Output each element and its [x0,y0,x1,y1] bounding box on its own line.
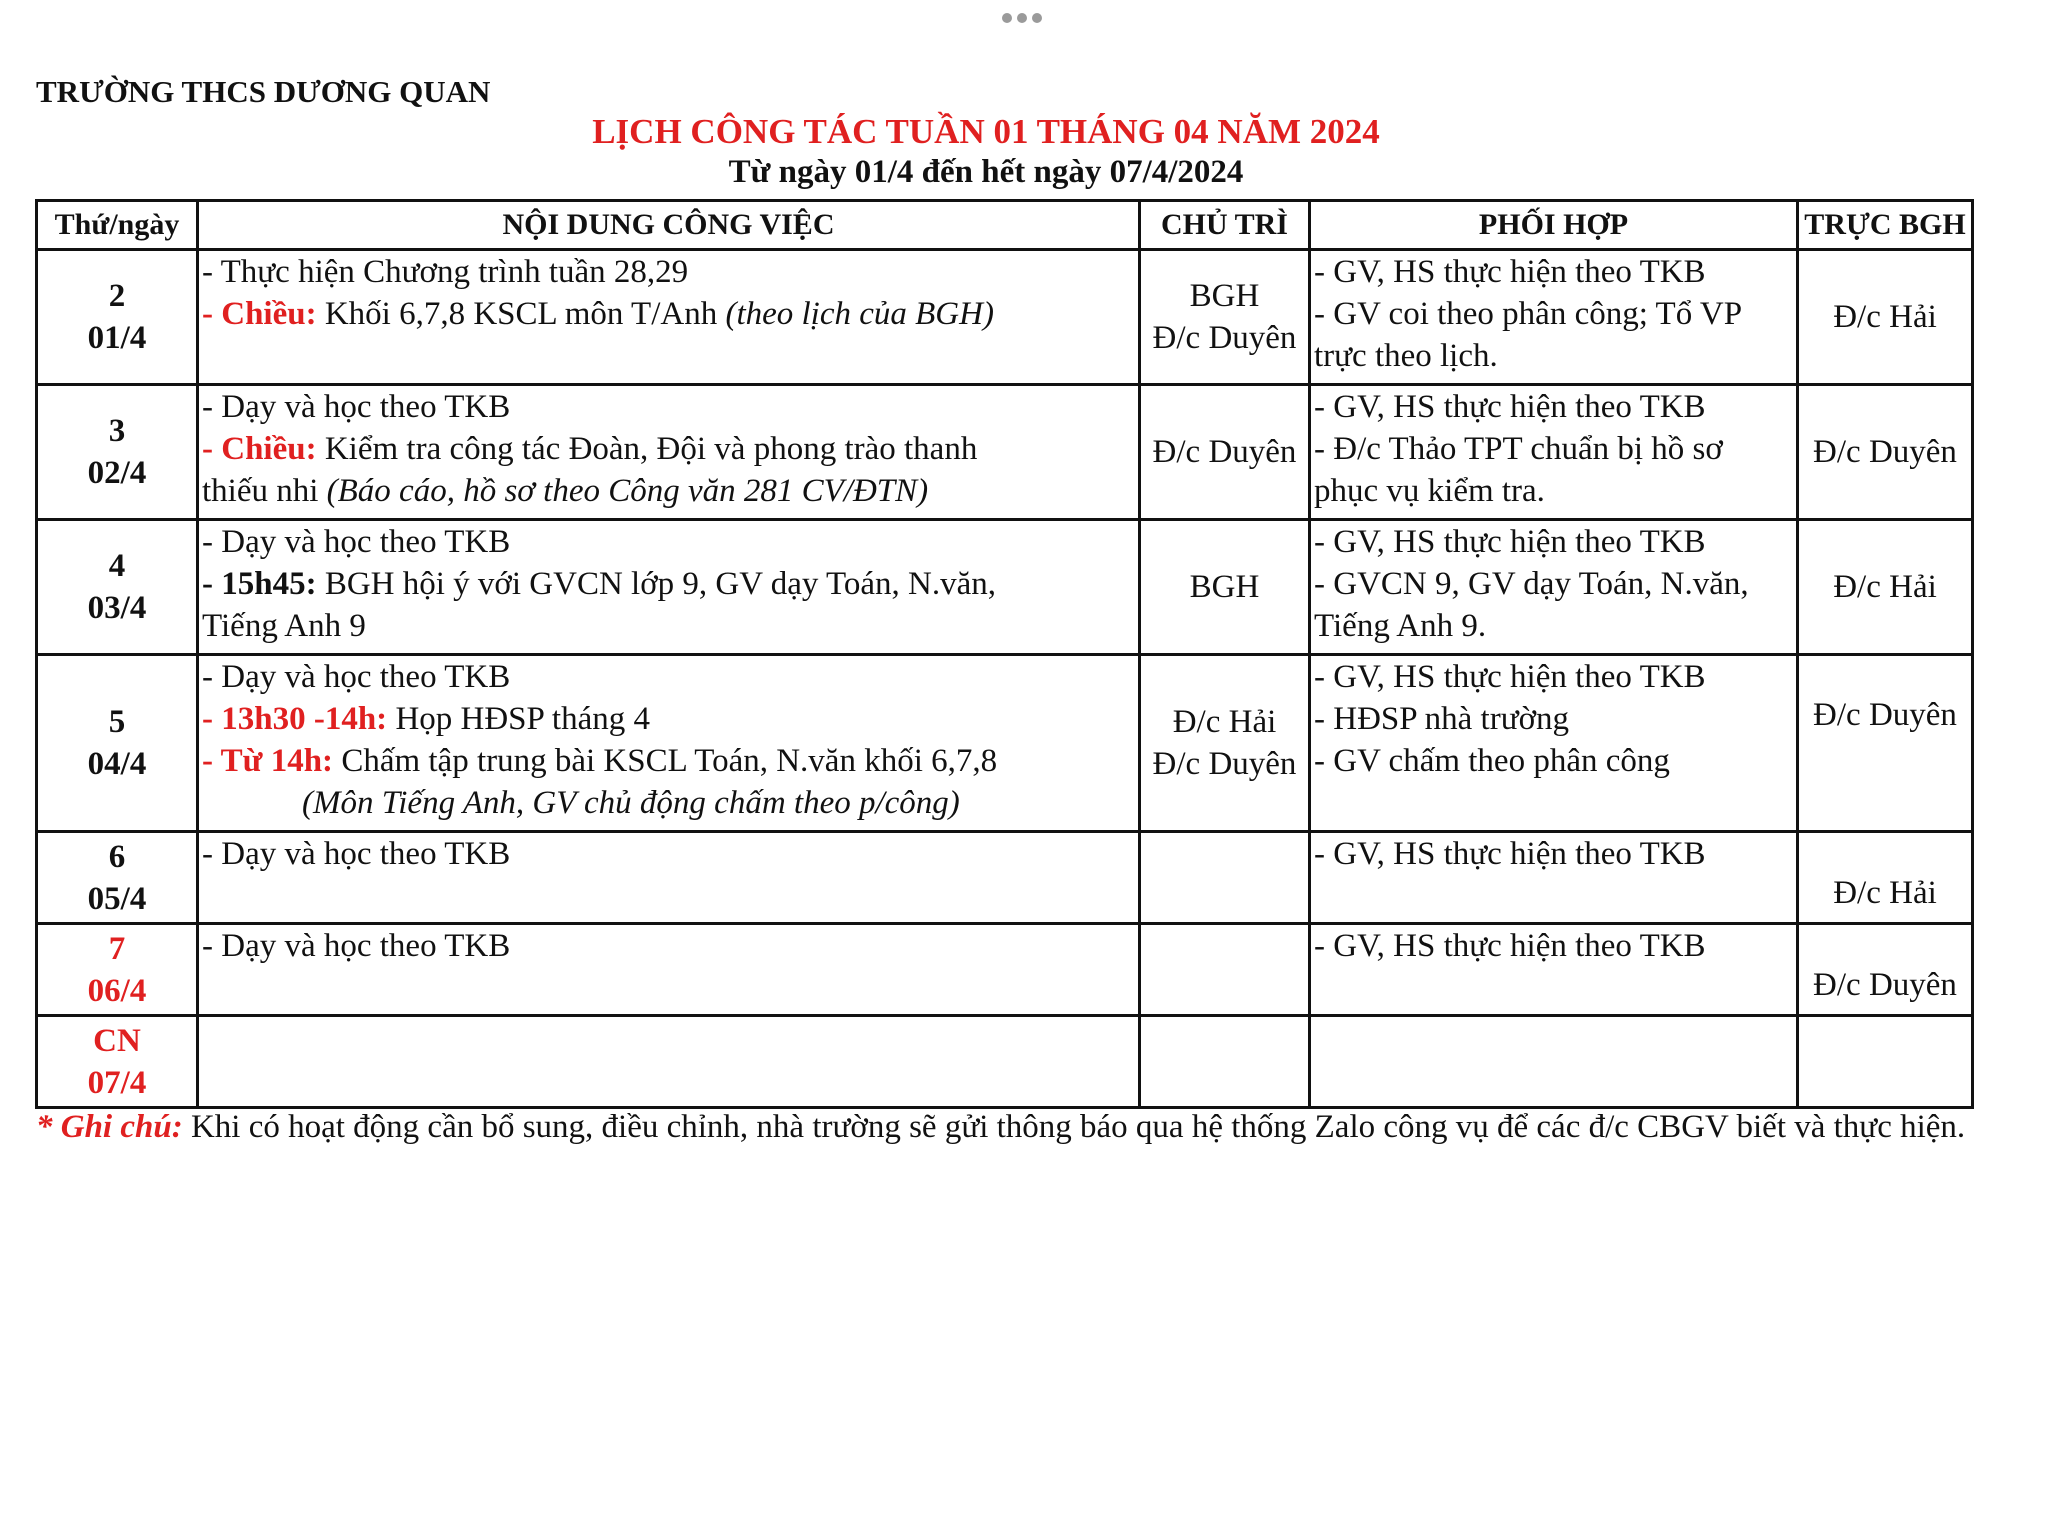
content-line: - Dạy và học theo TKB [202,659,511,695]
chair-cell [1140,250,1310,385]
content-text: BGH hội ý với GVCN lớp 9, GV dạy Toán, N.văn, [316,566,997,602]
content-cell [198,832,1140,924]
support-line: - GV, HS thực hiện theo TKB [1314,836,1706,872]
day-cell [37,250,198,385]
header-content: NỘI DUNG CÔNG VIỆC [198,201,1140,250]
day-number: CN [93,1022,141,1059]
content-line [202,563,1135,605]
content-line: - Thực hiện Chương trình tuần 28,29 [202,254,689,290]
day-cell [37,520,198,655]
day-cell [37,832,198,924]
time-label: - Chiều: [202,431,317,467]
table-row [37,832,1973,924]
dot [1032,13,1042,23]
duty-cell [1798,1016,1973,1108]
support-line: - GV, HS thực hiện theo TKB [1314,928,1706,964]
footnote [36,1106,2026,1148]
content-line: - Dạy và học theo TKB [202,524,511,560]
support-line: - GVCN 9, GV dạy Toán, N.văn, Tiếng Anh 9. [1314,566,1749,644]
content-cell [198,1016,1140,1108]
chair-cell: BGH [1140,520,1310,655]
content-line [202,740,1135,782]
content-text: Họp HĐSP tháng 4 [387,701,650,737]
day-date: 03/4 [87,590,147,626]
chair-name: BGH [1189,278,1260,314]
support-cell [1310,1016,1798,1108]
day-number: 3 [108,413,126,449]
header-duty: TRỰC BGH [1798,201,1973,250]
chair-name: Đ/c Duyên [1152,320,1297,356]
day-cell [37,655,198,832]
content-cell [198,520,1140,655]
support-cell [1310,924,1798,1016]
content-cell [198,250,1140,385]
duty-cell: Đ/c Hải [1798,250,1973,385]
chair-cell [1140,1016,1310,1108]
content-text: Kiểm tra công tác Đoàn, Đội và phong trào thanh [316,431,978,467]
support-cell [1310,520,1798,655]
support-cell [1310,832,1798,924]
chair-cell [1140,655,1310,832]
content-cell [198,655,1140,832]
support-line: - GV coi theo phân công; Tổ VP trực theo lịch. [1314,296,1741,374]
day-number: 5 [108,704,126,740]
schedule-table [35,199,1974,1109]
content-text: Khối 6,7,8 KSCL môn T/Anh [316,296,726,332]
day-number: 6 [108,838,126,875]
duty-cell: Đ/c Duyên [1798,655,1973,832]
time-label: - 13h30 -14h: [202,701,388,737]
content-line [202,293,1135,335]
duty-cell: Đ/c Hải [1798,520,1973,655]
table-header-row [37,201,1973,250]
day-date: 04/4 [87,746,147,782]
support-cell [1310,250,1798,385]
duty-cell: Đ/c Duyên [1798,385,1973,520]
footnote-label: * Ghi chú: [36,1109,183,1145]
date-range: Từ ngày 01/4 đến hết ngày 07/4/2024 [728,154,1244,190]
content-text: thiếu nhi [202,473,327,509]
day-date: 02/4 [87,455,147,491]
day-cell [37,1016,198,1108]
support-cell [1310,655,1798,832]
table-row [37,924,1973,1016]
more-options-icon[interactable] [1002,13,1042,23]
time-label: - Từ 14h: [202,743,334,779]
dot [1002,13,1012,23]
table-row [37,385,1973,520]
day-date: 01/4 [87,320,147,356]
content-line [202,428,1135,470]
support-line: - Đ/c Thảo TPT chuẩn bị hồ sơ phục vụ kiểm tra. [1314,431,1723,509]
chair-name: Đ/c Duyên [1152,746,1297,782]
content-note: (theo lịch của BGH) [725,296,994,332]
content-line: - Dạy và học theo TKB [202,836,511,872]
content-note: (Báo cáo, hồ sơ theo Công văn 281 CV/ĐTN) [326,473,929,509]
duty-cell: Đ/c Hải [1798,832,1973,924]
content-line: - Dạy và học theo TKB [202,389,511,425]
day-date: 07/4 [87,1064,147,1101]
content-line [202,470,1135,512]
support-cell [1310,385,1798,520]
day-number: 4 [108,548,126,584]
support-line: - HĐSP nhà trường [1314,701,1570,737]
day-cell [37,385,198,520]
school-name: TRƯỜNG THCS DƯƠNG QUAN [36,74,491,109]
content-line [202,698,1135,740]
table-row [37,520,1973,655]
content-line: - Dạy và học theo TKB [202,928,511,964]
duty-cell: Đ/c Duyên [1798,924,1973,1016]
header-day: Thứ/ngày [37,201,198,250]
day-number: 7 [108,930,126,967]
chair-cell [1140,924,1310,1016]
header-support: PHỐI HỢP [1310,201,1798,250]
day-date: 06/4 [87,972,147,1009]
content-note: (Môn Tiếng Anh, GV chủ động chấm theo p/công) [302,785,960,821]
table-row [37,655,1973,832]
header-chair: CHỦ TRÌ [1140,201,1310,250]
table-row [37,250,1973,385]
content-line: Tiếng Anh 9 [202,608,366,644]
day-number: 2 [108,278,126,314]
dot [1017,13,1027,23]
support-line: - GV chấm theo phân công [1314,743,1670,779]
support-line: - GV, HS thực hiện theo TKB [1314,389,1706,425]
time-label: - Chiều: [202,296,317,332]
support-line: - GV, HS thực hiện theo TKB [1314,524,1706,560]
table-row [37,1016,1973,1108]
chair-cell [1140,832,1310,924]
day-cell [37,924,198,1016]
support-line: - GV, HS thực hiện theo TKB [1314,254,1706,290]
support-line: - GV, HS thực hiện theo TKB [1314,659,1706,695]
chair-cell: Đ/c Duyên [1140,385,1310,520]
content-text: Chấm tập trung bài KSCL Toán, N.văn khối 6,7,8 [333,743,998,779]
chair-name: Đ/c Hải [1172,704,1277,740]
day-date: 05/4 [87,880,147,917]
content-cell [198,924,1140,1016]
footnote-text: Khi có hoạt động cần bổ sung, điều chỉnh, nhà trường sẽ gửi thông báo qua hệ thống Zalo công vụ để các đ/c CBGV biết và thực hiện. [182,1109,1966,1145]
time-label: - 15h45: [202,566,317,602]
content-cell [198,385,1140,520]
page-title: LỊCH CÔNG TÁC TUẦN 01 THÁNG 04 NĂM 2024 [592,112,1380,151]
